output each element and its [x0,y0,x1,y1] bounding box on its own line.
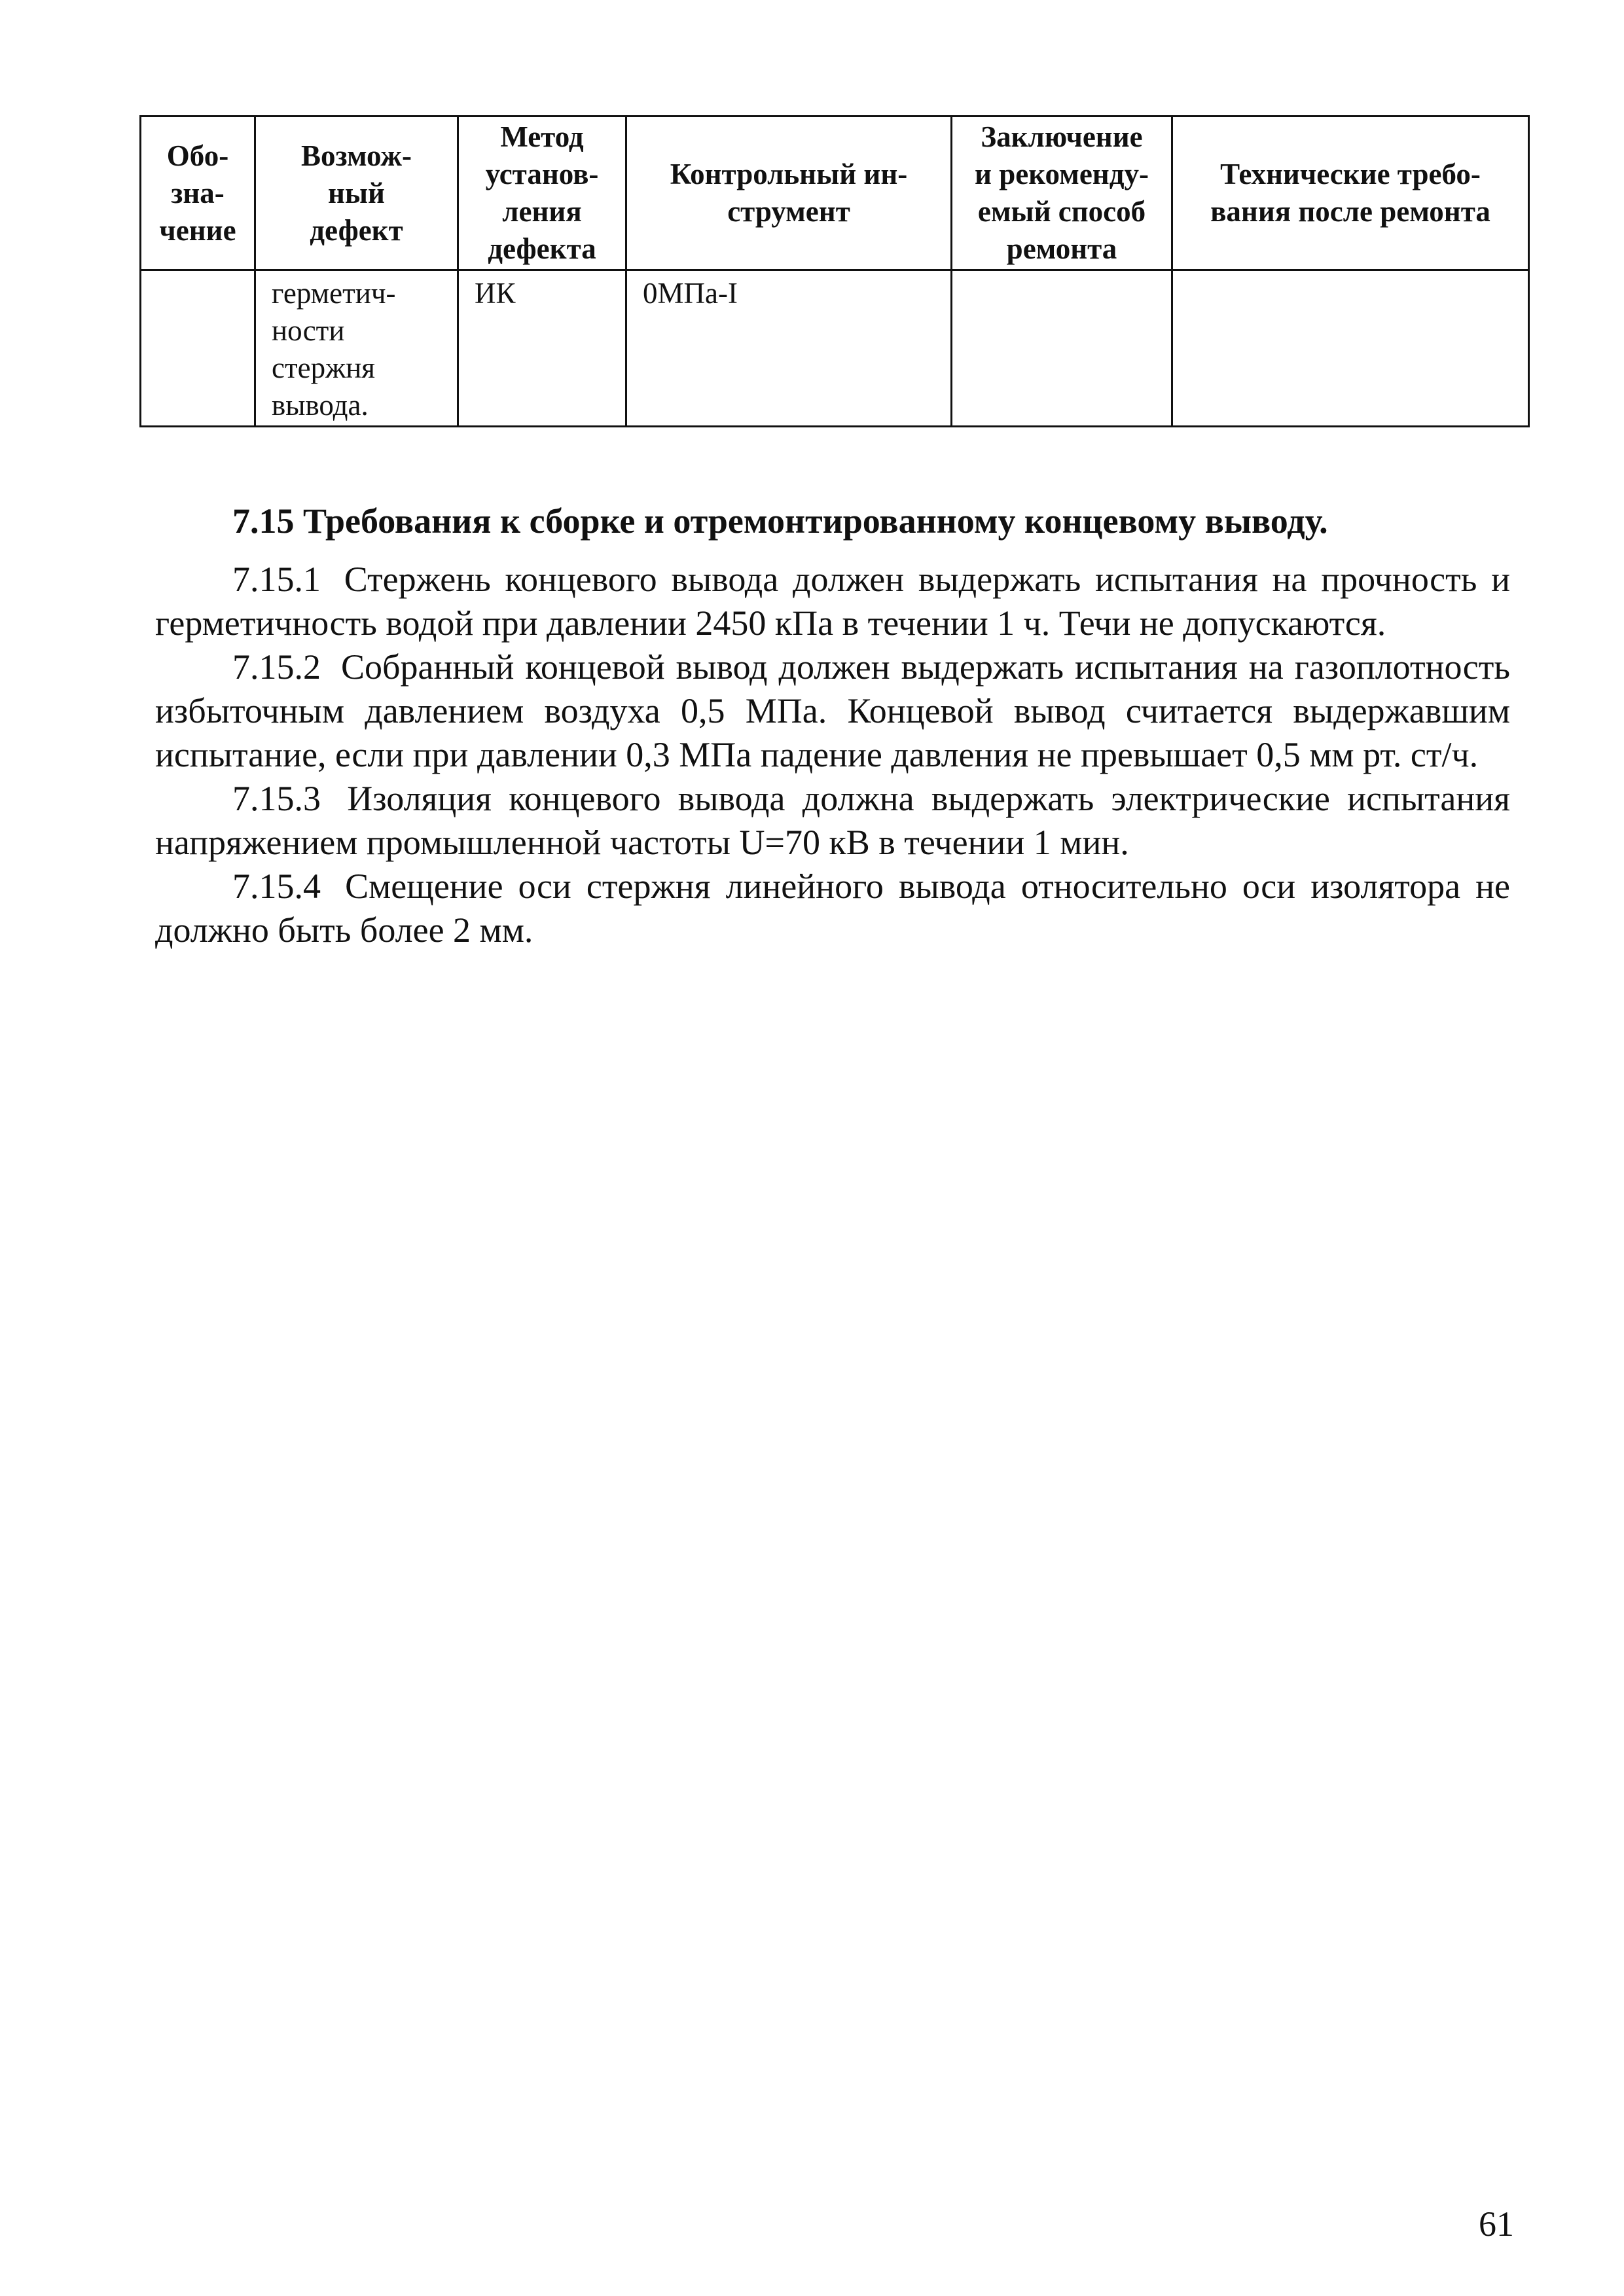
header-control-tool: Контрольный ин- струмент [626,117,952,270]
header-conclusion: Заключение и рекоменду- емый способ ремонта [952,117,1172,270]
header-possible-defect: Возмож- ный дефект [255,117,458,270]
section-body [155,558,1510,952]
header-detection-method: Метод установ- ления дефекта [458,117,626,270]
table-cell [141,270,255,427]
table-cell [952,270,1172,427]
table-cell: 0МПа-I [626,270,952,427]
section-heading: 7.15 Требования к сборке и отремонтированному концевому выводу. [232,501,1328,541]
table-cell: ИК [458,270,626,427]
paragraph-number: 7.15.4 [232,867,321,906]
table-header-row [141,117,1529,270]
page-number: 61 [1479,2204,1514,2244]
table-cell [1172,270,1529,427]
paragraph-text: Смещение оси стержня линейного вывода относительно оси изолятора не должно быть более 2 мм. [155,867,1510,950]
paragraph-number: 7.15.2 [232,647,321,687]
paragraph-number: 7.15.1 [232,560,321,599]
paragraph-7-15-2 [155,645,1510,777]
paragraph-text: Стержень концевого вывода должен выдержать испытания на прочность и герметичность водой при давлении 2450 кПа в течении 1 ч. Течи не допускаются. [155,560,1511,643]
paragraph-7-15-3 [155,777,1510,865]
paragraph-text: Собранный концевой вывод должен выдержать испытания на газоплотность избыточным давлением воздуха 0,5 МПа. Концевой вывод считается выдержавшим испытание, если при давлении 0,3 МПа падение давления не превышает 0,5 мм рт. ст/ч. [155,647,1510,774]
table-row [141,270,1529,427]
paragraph-7-15-1 [155,558,1510,645]
defect-table [139,115,1530,427]
paragraph-number: 7.15.3 [232,779,321,818]
paragraph-text: Изоляция концевого вывода должна выдержать электрические испытания напряжением промышленной частоты U=70 кВ в течении 1 мин. [155,779,1511,862]
header-designation: Обо- зна- чение [141,117,255,270]
header-tech-requirements: Технические требо- вания после ремонта [1172,117,1529,270]
table-cell: герметич- ности стержня вывода. [255,270,458,427]
paragraph-7-15-4 [155,865,1510,952]
